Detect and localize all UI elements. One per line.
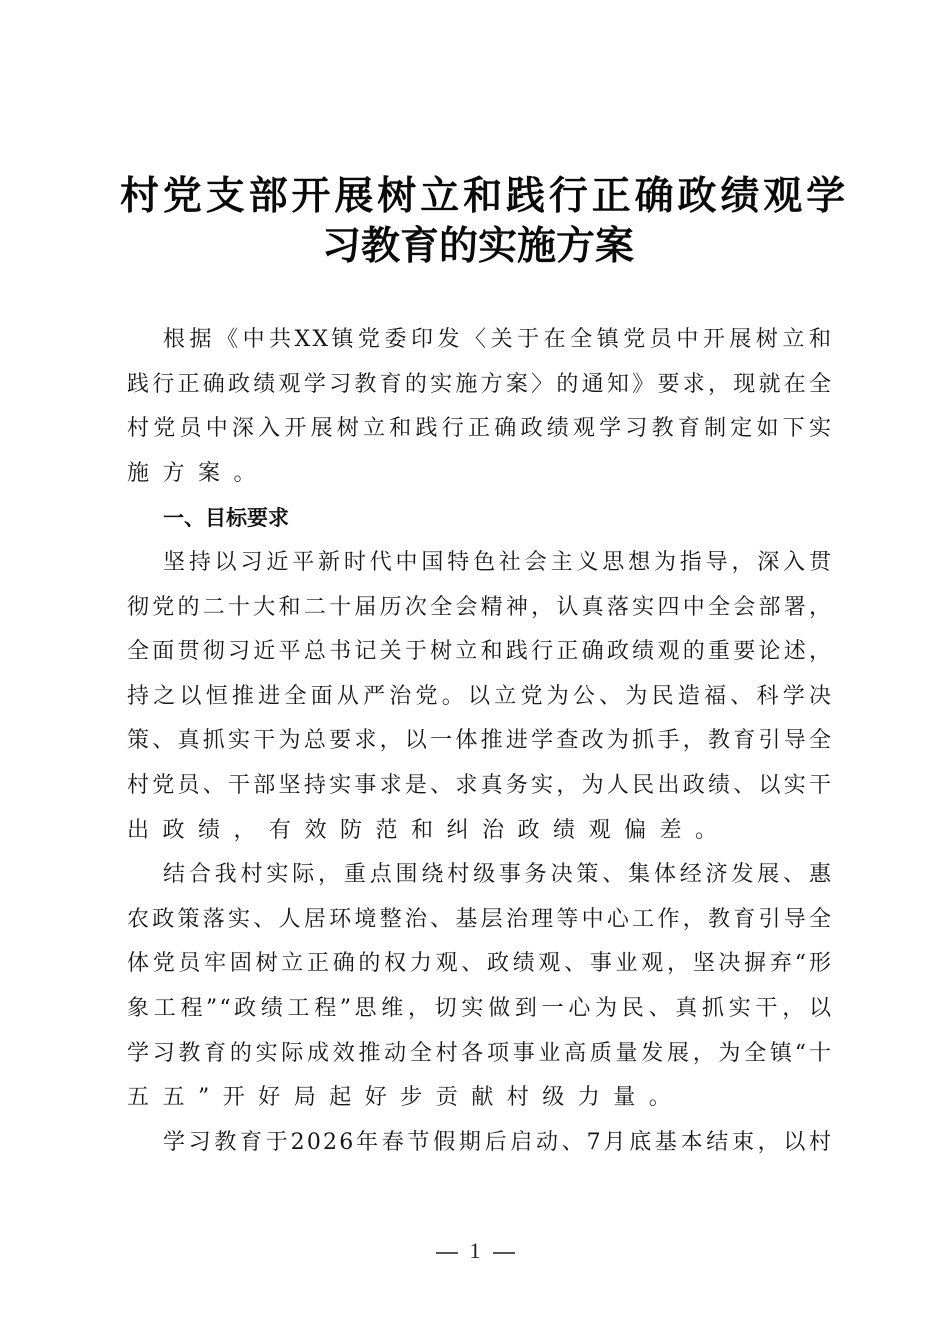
text-line: 五五”开好局起好步贡献村级力量。 [127,1085,685,1111]
document-body [127,318,831,1165]
text-line: 策 、 真 抓 实 干 为 总 要 求 ， 以 一 体 推 进 学 查 改 为 抓 手 ， 教 育 引 导 全 [127,728,831,754]
text-line: 体 党 员 牢 固 树 立 正 确 的 权 力 观 、 政 绩 观 、 事 业 观 ， 坚 决 摒 弃 “ 形 [127,951,831,977]
title-line-2: 习教育的实施方案 [321,224,634,269]
text-line: 学 习 教 育 的 实 际 成 效 推 动 全 村 各 项 事 业 高 质 量 发 展 ， 为 全 镇 “ 十 [127,1040,831,1066]
text-line: 彻 党 的 二 十 大 和 二 十 届 历 次 全 会 精 神 ， 认 真 落 实 四 中 全 会 部 署 ， [127,594,831,620]
text-line: 根 据 《 中 共 X X 镇 党 委 印 发 〈 关 于 在 全 镇 党 员 中 开 展 树 立 和 [163,327,831,352]
text-line: 践 行 正 确 政 绩 观 学 习 教 育 的 实 施 方 案 〉 的 通 知 》 要 求 ， 现 就 在 全 [127,371,831,397]
title-line-1: 村 党 支 部 开 展 树 立 和 践 行 正 确 政 绩 观 学 [120,174,846,219]
text-line: 农 政 策 落 实 、 人 居 环 境 整 治 、 基 层 治 理 等 中 心 工 作 ， 教 育 引 导 全 [127,906,831,932]
paragraph-local-focus [127,853,831,1121]
text-line: 全 面 贯 彻 习 近 平 总 书 记 关 于 树 立 和 践 行 正 确 政 绩 观 的 重 要 论 述 ， [127,639,831,665]
text-line: 持 之 以 恒 推 进 全 面 从 严 治 党 。 以 立 党 为 公 、 为 民 造 福 、 科 学 决 [127,683,831,709]
page-footer [0,1238,950,1264]
paragraph-intro [127,318,831,496]
dash-left [436,1252,458,1254]
text-line: 坚 持 以 习 近 平 新 时 代 中 国 特 色 社 会 主 义 思 想 为 指 导 ， 深 入 贯 [163,549,831,575]
page-number: 1 [469,1238,481,1263]
text-line: 施方案。 [127,460,270,486]
text-line: 出政绩，有效防范和纠治政绩观偏差。 [127,817,731,843]
paragraph-timeline [127,1121,831,1166]
text-line: 结 合 我 村 实 际 ， 重 点 围 绕 村 级 事 务 决 策 、 集 体 经 济 发 展 、 惠 [163,862,831,888]
paragraph-guidance [127,541,831,853]
text-line: 象 工 程 ” “ 政 绩 工 程 ” 思 维 ， 切 实 做 到 一 心 为 民 、 真 抓 实 干 ， 以 [127,995,831,1021]
dash-right [493,1252,515,1254]
section-heading: 一、目标要求 [163,506,289,531]
text-line: 学 习 教 育 于 2 0 2 6 年 春 节 假 期 后 启 动 、 7 月 底 基 本 结 束 ， 以 村 [163,1129,831,1155]
text-line: 村 党 员 中 深 入 开 展 树 立 和 践 行 正 确 政 绩 观 学 习 教 育 制 定 如 下 实 [127,416,831,442]
text-line: 村 党 员 、 干 部 坚 持 实 事 求 是 、 求 真 务 实 ， 为 人 民 出 政 绩 、 以 实 干 [127,772,831,798]
document-title [120,172,846,272]
